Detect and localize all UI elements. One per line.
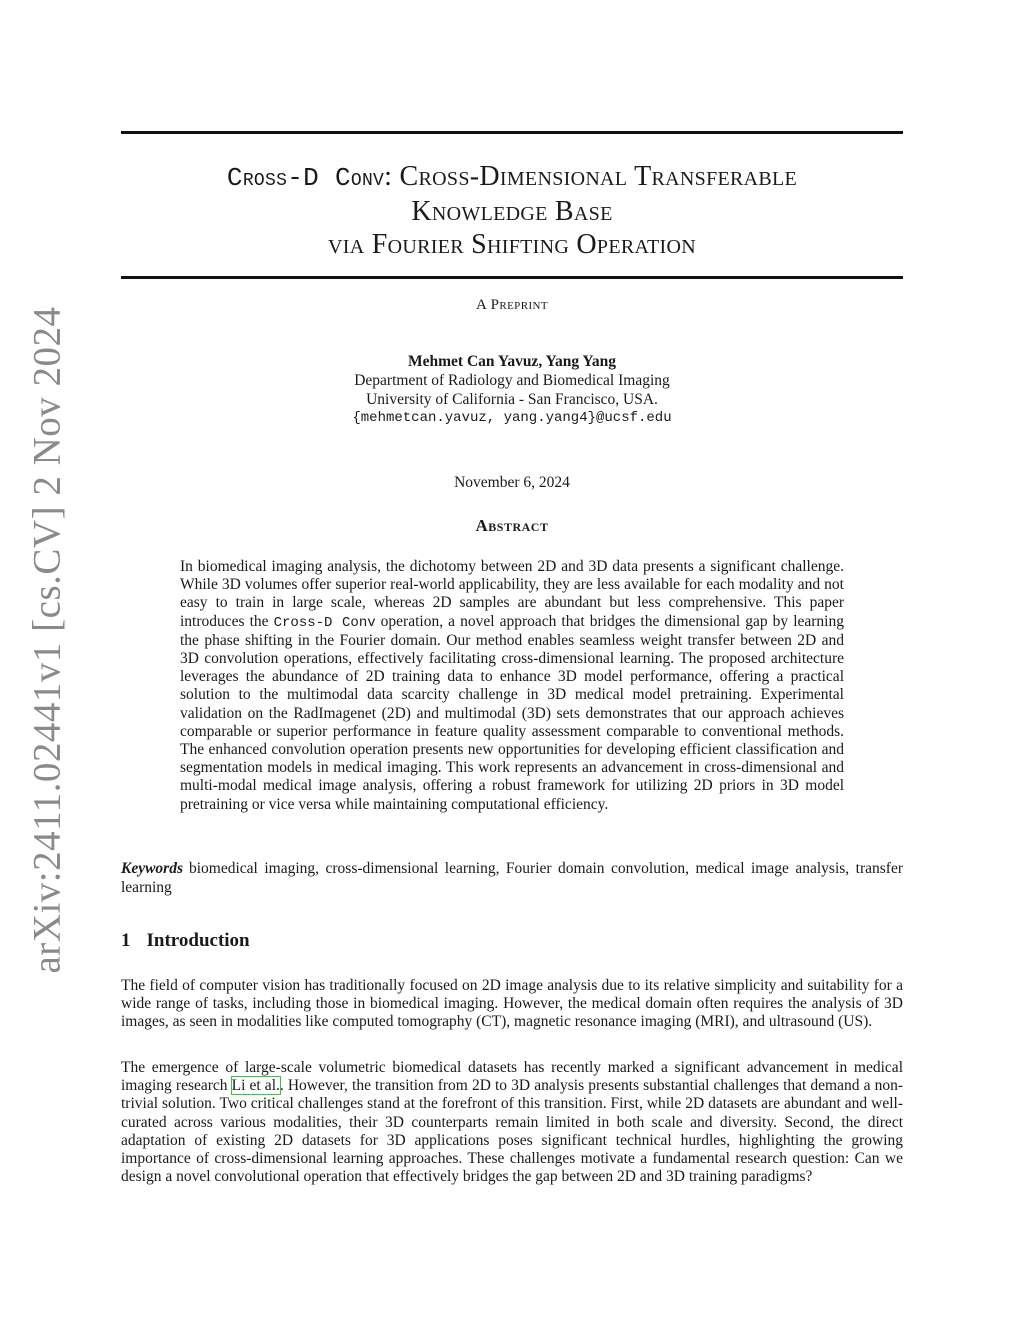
- citation-link-li-et-al[interactable]: Li et al.: [231, 1077, 280, 1095]
- intro-paragraph-1: The field of computer vision has traditionally focused on 2D image analysis due to its relative simplicity and suitability for a wide range of tasks, including those in biomedical imaging. However, the medical domain often requires the analysis of 3D images, as seen in modalities like computed tomography (CT), magnetic resonance imaging (MRI), and ultrasound (US).: [121, 977, 903, 1031]
- intro-paragraph-2-part-1: The emergence of large-scale volumetric biomedical datasets has recently marked a significant advancement in medical imaging research: [121, 1059, 903, 1095]
- author-email[interactable]: {mehmetcan.yavuz, yang.yang4}@ucsf.edu: [352, 410, 672, 426]
- keywords-line: [121, 860, 903, 897]
- keywords-label: Keywords: [121, 860, 183, 877]
- abstract-heading: Abstract: [475, 516, 549, 535]
- abstract-text: [180, 558, 844, 814]
- paper-title: [121, 160, 903, 261]
- keywords-text: biomedical imaging, cross-dimensional learning, Fourier domain convolution, medical image analysis, transfer learning: [121, 860, 903, 896]
- author-university: University of California - San Francisco, USA.: [366, 391, 658, 408]
- paper-date: November 6, 2024: [454, 474, 570, 491]
- section-title: Introduction: [146, 930, 250, 951]
- author-department: Department of Radiology and Biomedical Imaging: [354, 372, 670, 389]
- abstract-method-name: Cross-D Conv: [273, 614, 376, 631]
- author-block: [121, 352, 903, 428]
- title-line-1: [121, 160, 903, 195]
- section-heading-introduction: [121, 930, 250, 952]
- title-top-rule: [121, 131, 903, 134]
- abstract-text-part-1: In biomedical imaging analysis, the dichotomy between 2D and 3D data presents a significant challenge. While 3D volumes offer superior real-world applicability, they are less available for each modality and not easy to train in large scale, whereas 2D samples are abundant but less comprehensive. This paper introduces the: [180, 558, 844, 630]
- section-number: 1: [121, 930, 131, 951]
- title-line-1-rest: : Cross-Dimensional Transferable: [384, 161, 798, 192]
- intro-paragraph-2-part-2: . However, the transition from 2D to 3D analysis presents substantial challenges that demand a non-trivial solution. Two critical challenges stand at the forefront of this transition. First, while 2D datasets are abundant and well-curated across various modalities, their 3D counterparts remain limited in both scale and diversity. Second, the direct adaptation of existing 2D datasets for 3D applications poses significant technical hurdles, highlighting the growing importance of cross-dimensional learning approaches. These challenges motivate a fundamental research question: Can we design a novel convolutional operation that effectively bridges the gap between 2D and 3D training paradigms?: [121, 1077, 903, 1186]
- author-names: Mehmet Can Yavuz, Yang Yang: [408, 353, 616, 370]
- intro-paragraph-2: [121, 1059, 903, 1186]
- title-line-3: via Fourier Shifting Operation: [327, 229, 696, 260]
- title-line-2: Knowledge Base: [411, 196, 613, 227]
- title-bottom-rule: [121, 276, 903, 279]
- abstract-text-part-2: operation, a novel approach that bridges the dimensional gap by learning the phase shifting in the Fourier domain. Our method enables seamless weight transfer between 2D and 3D convolution operations, effectively facilitating cross-dimensional learning. The proposed architecture leverages the abundance of 2D training data to enhance 3D model performance, offering a practical solution to the multimodal data scarcity challenge in 3D medical model pretraining. Experimental validation on the RadImagenet (2D) and multimodal (3D) sets demonstrates that our approach achieves comparable or superior performance in feature quality assessment comparable to conventional methods. The enhanced convolution operation presents new opportunities for developing efficient classification and segmentation models in medical imaging. This work represents an advancement in cross-dimensional and multi-modal medical image analysis, offering a robust framework for utilizing 2D priors in 3D model pretraining or vice versa while maintaining computational efficiency.: [180, 612, 844, 813]
- arxiv-identifier-stamp: arXiv:2411.02441v1 [cs.CV] 2 Nov 2024: [25, 306, 69, 974]
- preprint-label: A Preprint: [476, 297, 548, 313]
- title-method-name: Cross-D Conv: [226, 163, 385, 193]
